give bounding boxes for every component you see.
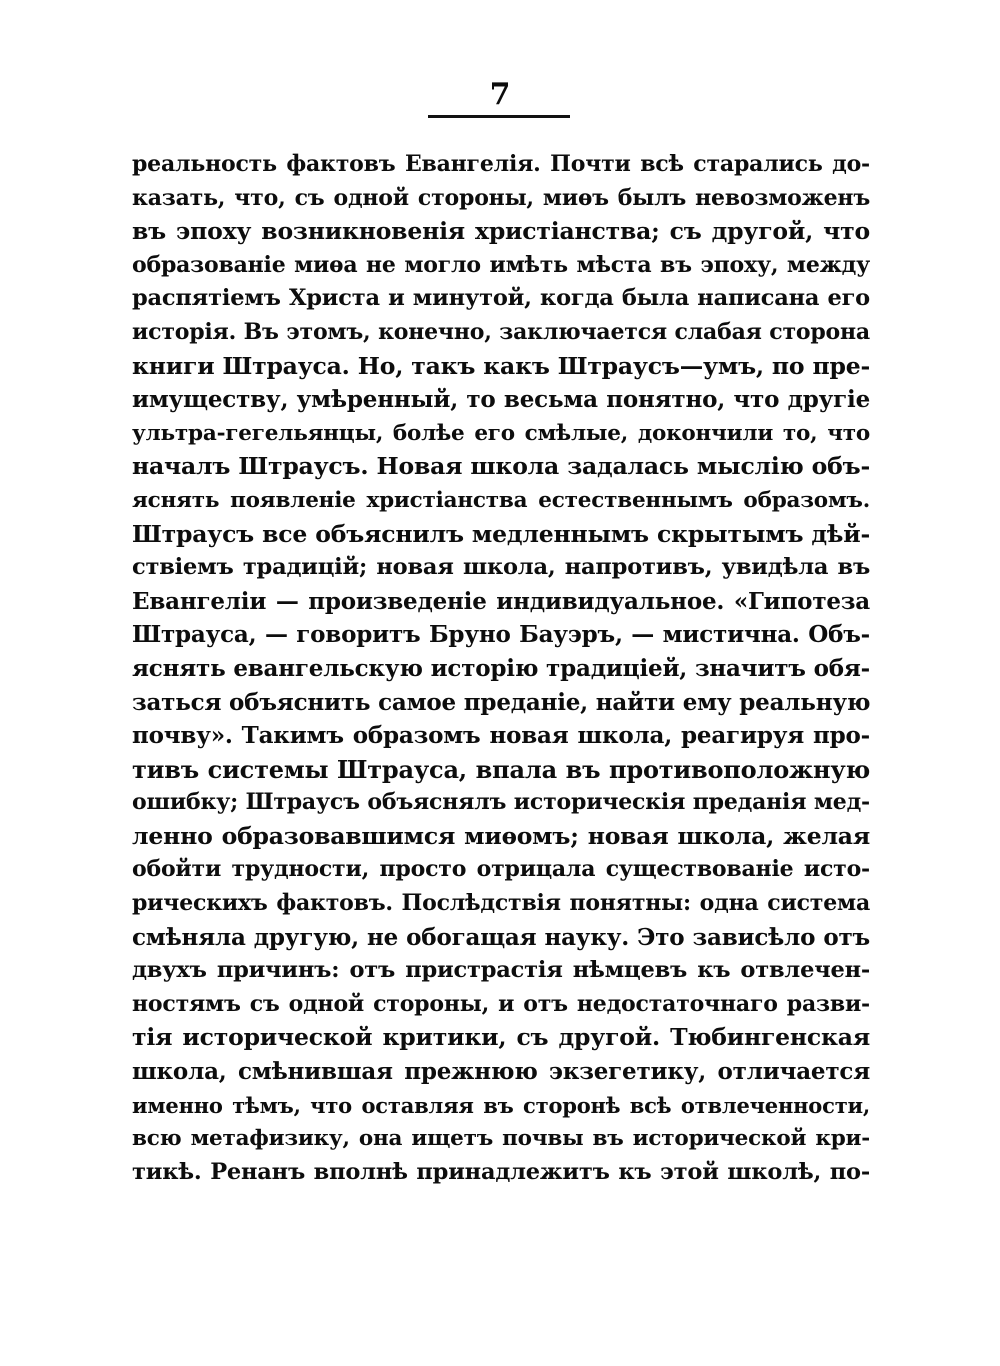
- text-line: тикѣ. Ренанъ вполнѣ принадлежитъ къ этой школѣ, по-: [132, 1158, 870, 1185]
- text-line: въ эпоху возникновенія христіанства; съ другой, что: [132, 217, 870, 246]
- text-line: ультра-гегельянцы, болѣе его смѣлые, докончили то, что: [132, 420, 870, 446]
- text-line: тивъ системы Штрауса, впала въ противоположную: [132, 754, 870, 784]
- text-line: именно тѣмъ, что оставляя въ сторонѣ всѣ отвлеченности,: [132, 1092, 870, 1118]
- text-line: всю метафизику, она ищетъ почвы въ исторической кри-: [132, 1126, 870, 1152]
- text-line: смѣняла другую, не обогащая науку. Это зависѣло отъ: [132, 923, 870, 951]
- text-line: реальность фактовъ Евангелія. Почти всѣ старались до-: [132, 151, 870, 177]
- page-number-rule: [428, 115, 570, 118]
- text-line: обойти трудности, просто отрицала существованіе исто-: [132, 856, 870, 883]
- text-line: исторія. Въ этомъ, конечно, заключается слабая сторона: [132, 318, 870, 345]
- text-line: тія исторической критики, съ другой. Тюбингенская: [132, 1023, 870, 1052]
- text-line: имуществу, умѣренный, то весьма понятно, что другіе: [132, 386, 870, 414]
- text-line: школа, смѣнившая прежнюю экзегетику, отличается: [132, 1058, 870, 1086]
- text-line: книги Штрауса. Но, такъ какъ Штраусъ—умъ, по пре-: [132, 351, 870, 380]
- text-line: Штрауса, — говоритъ Бруно Бауэръ, — мистична. Объ-: [132, 621, 870, 649]
- text-line: яснять появленіе христіанства естественнымъ образомъ.: [132, 487, 870, 513]
- text-line: яснять евангельскую исторію традиціей, значитъ обя-: [132, 654, 870, 682]
- text-line: началъ Штраусъ. Новая школа задалась мыслію объ-: [132, 452, 870, 481]
- text-line: ностямъ съ одной стороны, и отъ недостаточнаго разви-: [132, 990, 870, 1017]
- body-text: [132, 148, 870, 1189]
- page-number: 7: [489, 77, 511, 112]
- text-line: рическихъ фактовъ. Послѣдствія понятны: одна система: [132, 890, 870, 917]
- text-line: образованіе миѳа не могло имѣть мѣста въ эпоху, между: [132, 251, 870, 278]
- text-line: заться объяснить самое преданіе, найти ему реальную: [132, 688, 870, 716]
- text-line: двухъ причинъ: отъ пристрастія нѣмцевъ къ отвлечен-: [132, 957, 870, 984]
- text-line: ошибку; Штраусъ объяснялъ историческія преданія мед-: [132, 789, 870, 816]
- text-line: ствіемъ традицій; новая школа, напротивъ, увидѣла въ: [132, 554, 870, 581]
- text-line: распятіемъ Христа и минутой, когда была написана его: [132, 285, 870, 312]
- text-line: Штраусъ все объяснилъ медленнымъ скрытымъ дѣй-: [132, 519, 870, 548]
- text-line: почву». Такимъ образомъ новая школа, реагируя про-: [132, 722, 870, 750]
- text-line: казать, что, съ одной стороны, миѳъ былъ невозможенъ: [132, 184, 870, 211]
- text-line: Евангеліи — произведеніе индивидуальное. «Гипотеза: [132, 587, 870, 615]
- text-line: ленно образовавшимся миѳомъ; новая школа, желая: [132, 821, 870, 850]
